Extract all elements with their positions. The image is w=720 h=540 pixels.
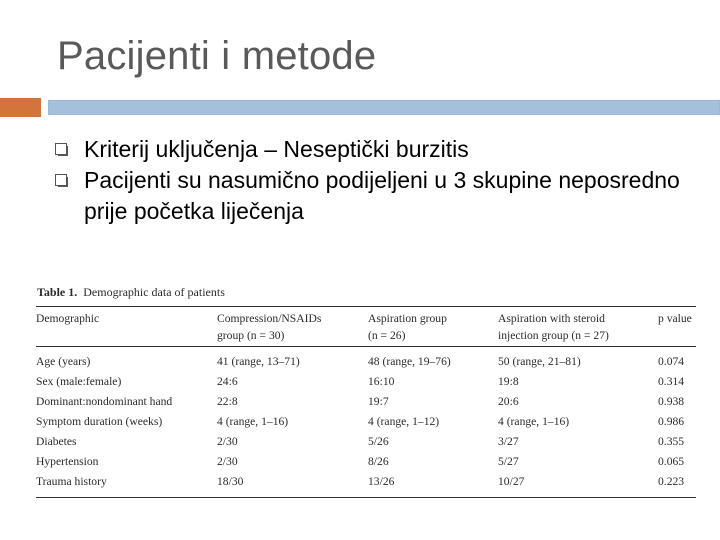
table-cell: 3/27 [498, 435, 519, 448]
table-cell: 0.986 [658, 415, 685, 428]
accent-bar [0, 98, 720, 117]
table-cell: 10/27 [498, 475, 525, 488]
table-row [36, 412, 696, 432]
table-cell: 4 (range, 1–16) [217, 415, 289, 428]
table-cell: 22:8 [217, 395, 238, 408]
bullet-item [54, 165, 714, 227]
table-row [36, 392, 696, 412]
table-row [36, 452, 696, 472]
table-header-line: Aspiration group [368, 312, 447, 325]
hollow-square-bullet-icon [55, 174, 67, 186]
demographic-table-body [36, 347, 696, 497]
table-label: Table 1. [37, 285, 78, 299]
table-cell: Symptom duration (weeks) [36, 415, 163, 428]
table-cell: 2/30 [217, 455, 238, 468]
table-header-line: (n = 26) [368, 329, 406, 342]
bullet-text: Pacijenti su nasumično podijeljeni u 3 skupine neposredno prije početka liječenja [84, 167, 680, 224]
table-header-line: group (n = 30) [217, 329, 285, 342]
table-cell: Sex (male:female) [36, 375, 122, 388]
table-cell: 4 (range, 1–12) [368, 415, 440, 428]
table-cell: 5/27 [498, 455, 519, 468]
slide-title: Pacijenti i metode [57, 34, 377, 78]
table-cell: Hypertension [36, 455, 99, 468]
table-header-line: injection group (n = 27) [498, 329, 609, 342]
accent-bar-blue [48, 100, 720, 115]
table-cell: 50 (range, 21–81) [498, 355, 581, 368]
table-header-line: Compression/NSAIDs [217, 312, 322, 325]
table-cell: 24:6 [217, 375, 238, 388]
table-cell: Diabetes [36, 435, 77, 448]
demographic-table [36, 307, 696, 346]
table-cell: 4 (range, 1–16) [498, 415, 570, 428]
table-header-cell [498, 307, 658, 346]
table-cell: Dominant:nondominant hand [36, 395, 173, 408]
table-cell: Age (years) [36, 355, 91, 368]
table-bottom-rule [36, 497, 696, 498]
bullet-text: Kriterij uključenja – Neseptički burzitis [84, 136, 469, 162]
table-cell: Trauma history [36, 475, 107, 488]
table-cell: 19:7 [368, 395, 389, 408]
table-cell: 0.314 [658, 375, 685, 388]
table-cell: 41 (range, 13–71) [217, 355, 300, 368]
table-cell: 8/26 [368, 455, 389, 468]
table-header-cell [658, 307, 696, 346]
table-cell: 18/30 [217, 475, 244, 488]
table-row [36, 347, 696, 372]
table-caption-text: Demographic data of patients [83, 285, 225, 299]
table-caption [37, 285, 696, 300]
table-header-cell [36, 307, 217, 346]
bullet-item [54, 134, 714, 165]
accent-bar-orange [0, 98, 41, 117]
table-header-cell [217, 307, 368, 346]
table-cell: 0.223 [658, 475, 685, 488]
table-cell: 5/26 [368, 435, 389, 448]
hollow-square-bullet-icon [55, 143, 67, 155]
table-row [36, 432, 696, 452]
table-header-cell [368, 307, 498, 346]
table-cell: 2/30 [217, 435, 238, 448]
table-header-row [36, 307, 696, 346]
table-row [36, 472, 696, 497]
table-header-line: Demographic [36, 312, 100, 325]
table-cell: 16:10 [368, 375, 395, 388]
table-cell: 48 (range, 19–76) [368, 355, 451, 368]
bullet-list [54, 134, 714, 227]
table-cell: 13/26 [368, 475, 395, 488]
table-cell: 20:6 [498, 395, 519, 408]
table-cell: 0.065 [658, 455, 685, 468]
table-header-line: Aspiration with steroid [498, 312, 605, 325]
table-cell: 0.074 [658, 355, 685, 368]
table-cell: 0.938 [658, 395, 685, 408]
table-cell: 19:8 [498, 375, 519, 388]
demographic-table-figure [36, 285, 696, 498]
table-header-line: p value [658, 312, 692, 325]
table-cell: 0.355 [658, 435, 685, 448]
table-row [36, 372, 696, 392]
